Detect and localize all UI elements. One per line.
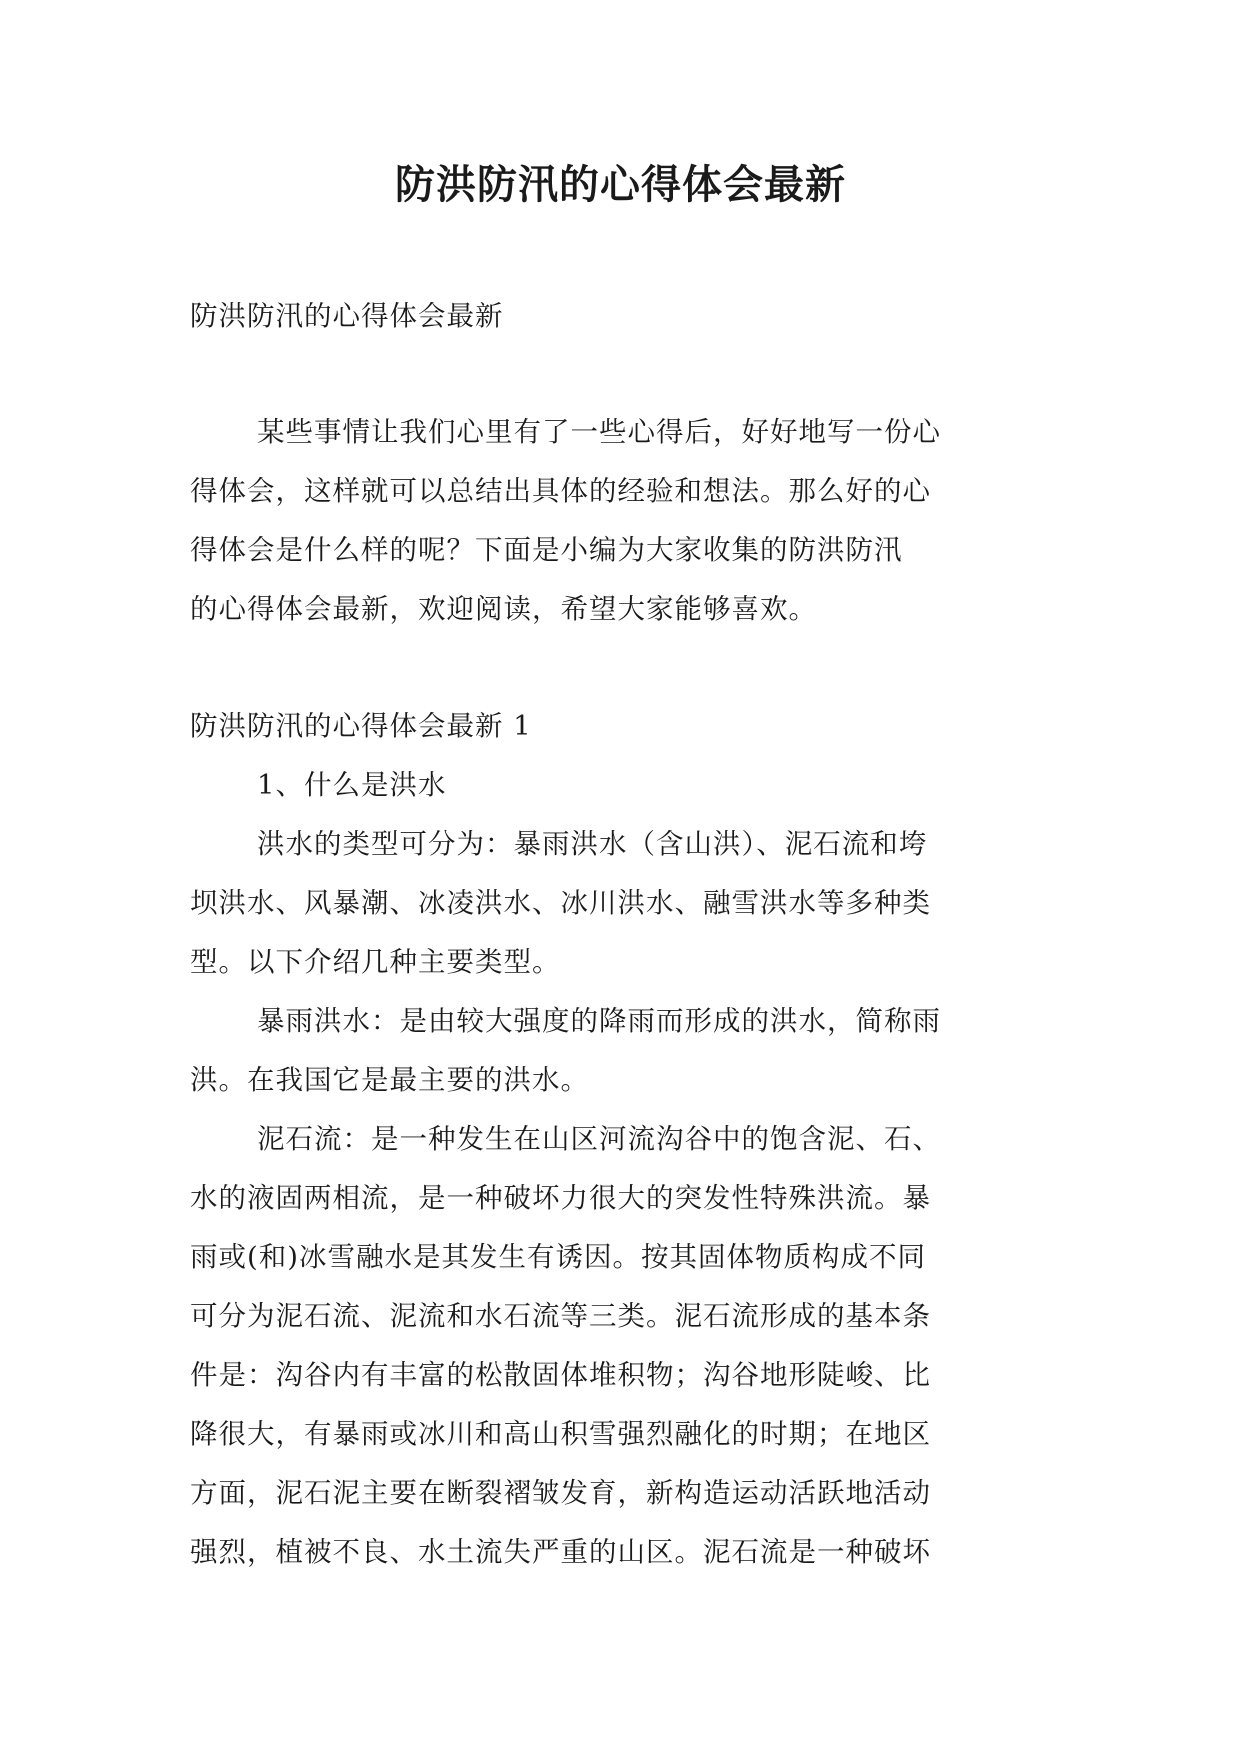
para-types-line: 洪水的类型可分为：暴雨洪水（含山洪）、泥石流和垮 [257, 828, 928, 860]
para-debris-line: 强烈，植被不良、水土流失严重的山区。泥石流是一种破坏 [190, 1536, 931, 1568]
document-title: 防洪防汛的心得体会最新 [395, 161, 846, 208]
intro-line: 某些事情让我们心里有了一些心得后，好好地写一份心 [257, 416, 941, 448]
para-rainstorm-line: 暴雨洪水：是由较大强度的降雨而形成的洪水，简称雨 [257, 1005, 941, 1037]
section-heading: 防洪防汛的心得体会最新 1 [190, 710, 532, 742]
intro-line: 的心得体会最新，欢迎阅读，希望大家能够喜欢。 [190, 593, 817, 625]
point-heading: 1、什么是洪水 [257, 769, 447, 801]
para-rainstorm-line: 洪。在我国它是最主要的洪水。 [190, 1064, 589, 1096]
para-debris-line: 件是：沟谷内有丰富的松散固体堆积物；沟谷地形陡峻、比 [190, 1359, 931, 1391]
para-types-line: 型。以下介绍几种主要类型。 [190, 946, 561, 978]
para-debris-line: 可分为泥石流、泥流和水石流等三类。泥石流形成的基本条 [190, 1300, 931, 1332]
para-debris-line: 水的液固两相流，是一种破坏力很大的突发性特殊洪流。暴 [190, 1182, 931, 1214]
para-debris-line: 方面，泥石泥主要在断裂褶皱发育，新构造运动活跃地活动 [190, 1477, 931, 1509]
intro-line: 得体会是什么样的呢？下面是小编为大家收集的防洪防汛 [190, 534, 903, 566]
para-debris-line: 雨或(和)冰雪融水是其发生有诱因。按其固体物质构成不同 [190, 1241, 926, 1273]
para-debris-line: 降很大，有暴雨或冰川和高山积雪强烈融化的时期；在地区 [190, 1418, 931, 1450]
para-debris-line: 泥石流：是一种发生在山区河流沟谷中的饱含泥、石、 [257, 1123, 941, 1155]
intro-line: 得体会，这样就可以总结出具体的经验和想法。那么好的心 [190, 475, 931, 507]
subtitle: 防洪防汛的心得体会最新 [190, 300, 504, 332]
para-types-line: 坝洪水、风暴潮、冰凌洪水、冰川洪水、融雪洪水等多种类 [190, 887, 931, 919]
